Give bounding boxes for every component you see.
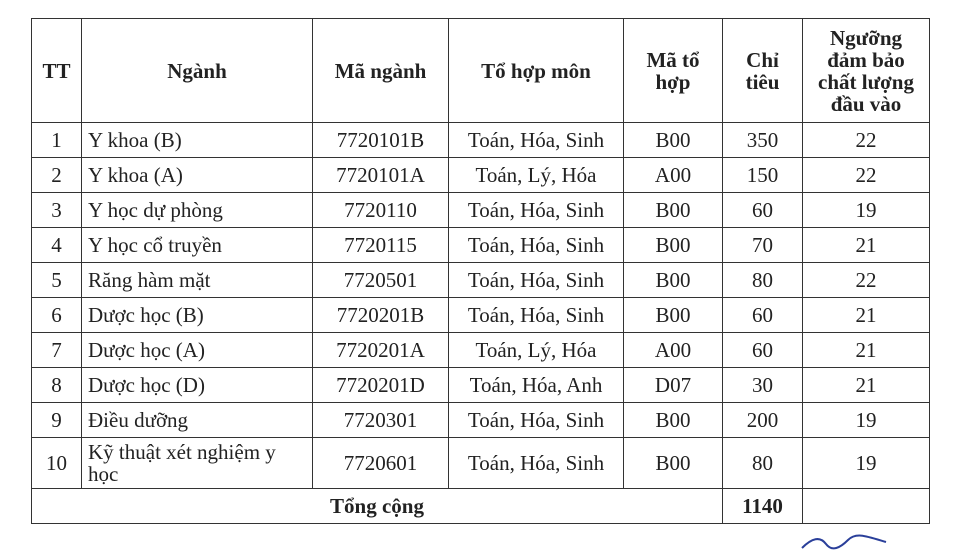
header-ma-to-hop: Mã tổ hợp	[624, 19, 723, 123]
cell-nganh: Điều dưỡng	[82, 403, 313, 438]
cell-to-hop-mon: Toán, Hóa, Sinh	[449, 298, 624, 333]
cell-nguong: 22	[803, 123, 930, 158]
cell-to-hop-mon: Toán, Lý, Hóa	[449, 333, 624, 368]
cell-ma-to-hop: A00	[624, 333, 723, 368]
cell-ma-to-hop: B00	[624, 403, 723, 438]
cell-ma-to-hop: B00	[624, 193, 723, 228]
cell-chi-tieu: 350	[723, 123, 803, 158]
table-row	[32, 438, 930, 489]
cell-ma-nganh: 7720115	[313, 228, 449, 263]
cell-to-hop-mon: Toán, Hóa, Sinh	[449, 403, 624, 438]
cell-ma-nganh: 7720110	[313, 193, 449, 228]
cell-ma-nganh: 7720101B	[313, 123, 449, 158]
cell-tt: 8	[32, 368, 82, 403]
cell-chi-tieu: 30	[723, 368, 803, 403]
cell-chi-tieu: 80	[723, 263, 803, 298]
table-row	[32, 158, 930, 193]
cell-ma-to-hop: B00	[624, 263, 723, 298]
cell-chi-tieu: 150	[723, 158, 803, 193]
cell-ma-to-hop: A00	[624, 158, 723, 193]
cell-ma-nganh: 7720201A	[313, 333, 449, 368]
total-value: 1140	[723, 489, 803, 524]
table-row	[32, 333, 930, 368]
cell-ma-to-hop: B00	[624, 228, 723, 263]
cell-nganh: Răng hàm mặt	[82, 263, 313, 298]
total-row	[32, 489, 930, 524]
table-row	[32, 193, 930, 228]
table-row	[32, 403, 930, 438]
cell-nganh: Kỹ thuật xét nghiệm y học	[82, 438, 313, 489]
cell-nguong: 22	[803, 263, 930, 298]
header-chi-tieu: Chỉ tiêu	[723, 19, 803, 123]
table-row	[32, 263, 930, 298]
table-row	[32, 228, 930, 263]
cell-to-hop-mon: Toán, Hóa, Sinh	[449, 438, 624, 489]
cell-nganh: Dược học (D)	[82, 368, 313, 403]
cell-chi-tieu: 60	[723, 298, 803, 333]
cell-ma-nganh: 7720201B	[313, 298, 449, 333]
signature-mark	[800, 534, 890, 550]
cell-nguong: 21	[803, 368, 930, 403]
cell-nguong: 22	[803, 158, 930, 193]
cell-nganh: Y học dự phòng	[82, 193, 313, 228]
cell-chi-tieu: 60	[723, 333, 803, 368]
cell-tt: 3	[32, 193, 82, 228]
cell-ma-nganh: 7720601	[313, 438, 449, 489]
cell-chi-tieu: 70	[723, 228, 803, 263]
cell-chi-tieu: 200	[723, 403, 803, 438]
table-row	[32, 368, 930, 403]
cell-ma-to-hop: B00	[624, 298, 723, 333]
cell-to-hop-mon: Toán, Hóa, Sinh	[449, 123, 624, 158]
header-to-hop-mon: Tổ hợp môn	[449, 19, 624, 123]
cell-ma-nganh: 7720201D	[313, 368, 449, 403]
cell-nguong: 19	[803, 193, 930, 228]
cell-tt: 4	[32, 228, 82, 263]
cell-chi-tieu: 80	[723, 438, 803, 489]
table-row	[32, 123, 930, 158]
total-label: Tổng cộng	[32, 489, 723, 524]
cell-tt: 7	[32, 333, 82, 368]
header-row	[32, 19, 930, 123]
cell-tt: 1	[32, 123, 82, 158]
cell-tt: 6	[32, 298, 82, 333]
cell-tt: 10	[32, 438, 82, 489]
cell-nguong: 21	[803, 228, 930, 263]
cell-nganh: Y khoa (B)	[82, 123, 313, 158]
cell-nganh: Dược học (B)	[82, 298, 313, 333]
header-nguong: Ngưỡng đảm bảo chất lượng đầu vào	[803, 19, 930, 123]
admissions-table	[31, 18, 930, 524]
cell-nguong: 19	[803, 438, 930, 489]
cell-ma-to-hop: D07	[624, 368, 723, 403]
cell-ma-nganh: 7720101A	[313, 158, 449, 193]
cell-tt: 9	[32, 403, 82, 438]
cell-nguong: 21	[803, 333, 930, 368]
cell-nganh: Dược học (A)	[82, 333, 313, 368]
header-ma-nganh: Mã ngành	[313, 19, 449, 123]
header-tt: TT	[32, 19, 82, 123]
cell-to-hop-mon: Toán, Hóa, Sinh	[449, 263, 624, 298]
cell-ma-nganh: 7720301	[313, 403, 449, 438]
cell-to-hop-mon: Toán, Lý, Hóa	[449, 158, 624, 193]
cell-ma-to-hop: B00	[624, 123, 723, 158]
cell-nganh: Y khoa (A)	[82, 158, 313, 193]
cell-chi-tieu: 60	[723, 193, 803, 228]
cell-nganh: Y học cổ truyền	[82, 228, 313, 263]
cell-nguong: 19	[803, 403, 930, 438]
cell-tt: 5	[32, 263, 82, 298]
cell-tt: 2	[32, 158, 82, 193]
cell-to-hop-mon: Toán, Hóa, Anh	[449, 368, 624, 403]
cell-to-hop-mon: Toán, Hóa, Sinh	[449, 193, 624, 228]
table-row	[32, 298, 930, 333]
cell-nguong: 21	[803, 298, 930, 333]
cell-ma-to-hop: B00	[624, 438, 723, 489]
total-empty-cell	[803, 489, 930, 524]
cell-to-hop-mon: Toán, Hóa, Sinh	[449, 228, 624, 263]
header-nganh: Ngành	[82, 19, 313, 123]
cell-ma-nganh: 7720501	[313, 263, 449, 298]
